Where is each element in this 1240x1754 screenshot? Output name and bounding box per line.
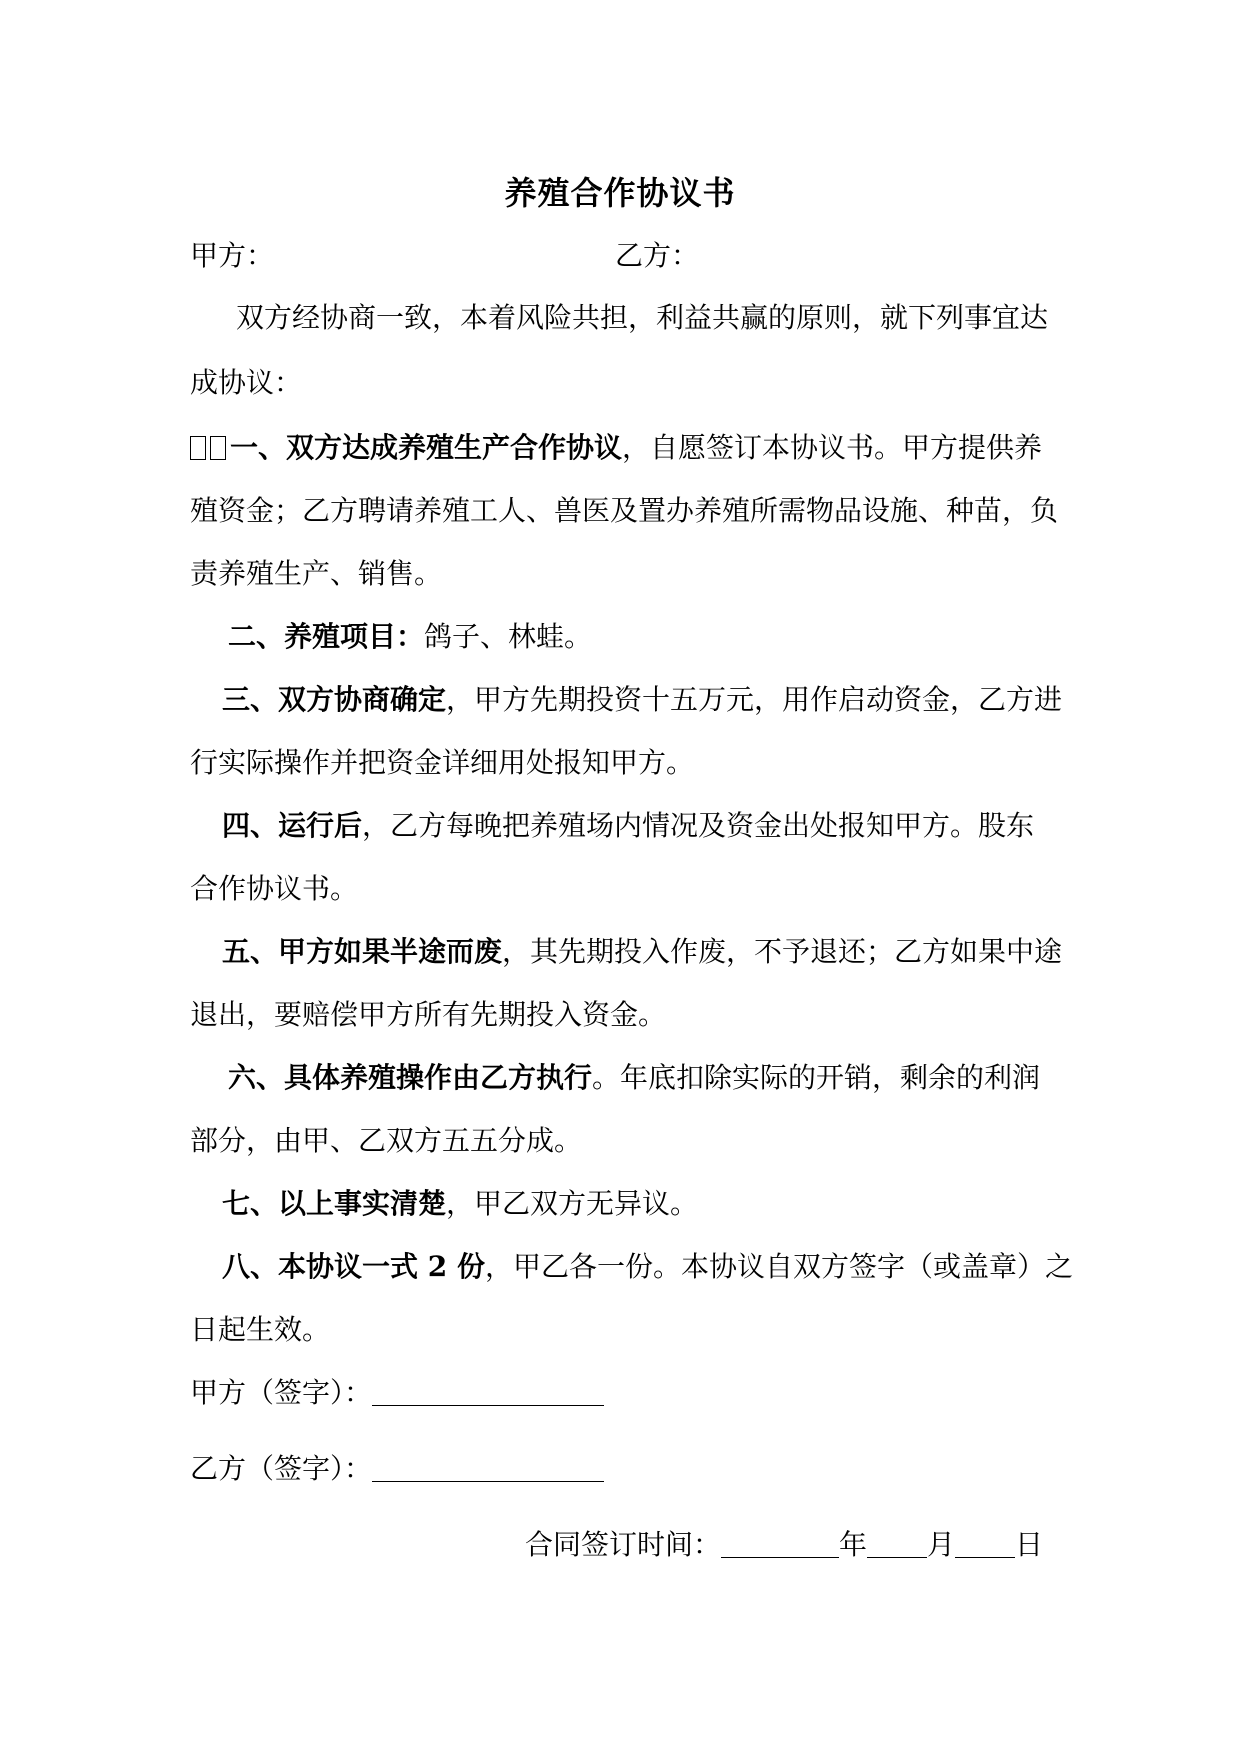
contract-date-label: 合同签订时间：	[525, 1528, 722, 1561]
clause-3-line-1	[222, 680, 1092, 720]
day-blank[interactable]	[955, 1529, 1015, 1558]
clause-7-line-1	[222, 1184, 1092, 1224]
party-a-signature-label: 甲方（签字）：	[190, 1376, 373, 1409]
year-blank[interactable]	[721, 1529, 839, 1558]
clause-5-heading: 五、甲方如果半途而废	[222, 935, 503, 968]
clause-1-line-1	[190, 428, 1060, 468]
intro-line-2: 成协议：	[190, 366, 303, 399]
clause-1-text: ，自愿签订本协议书。甲方提供养	[622, 431, 1043, 464]
clause-2-heading: 二、养殖项目：	[228, 620, 425, 653]
clause-8-text: ，甲乙各一份。本协议自双方签字（或盖章）之	[484, 1250, 1073, 1283]
clause-7-text: ，甲乙双方无异议。	[446, 1187, 699, 1220]
clause-4-text: ，乙方每晚把养殖场内情况及资金出处报知甲方。股东	[362, 809, 1035, 842]
clause-3-text: ，甲方先期投资十五万元，用作启动资金，乙方进	[446, 683, 1063, 716]
clause-7-heading: 七、以上事实清楚	[222, 1187, 447, 1220]
clause-2-line-1	[228, 617, 1098, 657]
party-a-signature-line	[190, 1373, 1060, 1413]
clause-6-line-1	[228, 1058, 1098, 1098]
clause-8-heading: 八、本协议一式 2 份	[222, 1250, 485, 1283]
clause-8-line-1	[222, 1247, 1092, 1287]
party-b-signature-blank[interactable]	[372, 1453, 604, 1482]
clause-5-line-2: 退出，要赔偿甲方所有先期投入资金。	[190, 998, 667, 1031]
clause-2-text: 鸽子、林蛙。	[424, 620, 593, 653]
clause-4-line-1	[222, 806, 1092, 846]
clause-1-line-3: 责养殖生产、销售。	[190, 557, 443, 590]
party-a-label: 甲方：	[190, 239, 275, 272]
clause-8-line-2: 日起生效。	[190, 1313, 331, 1346]
clause-4-heading: 四、运行后	[222, 809, 363, 842]
party-a-signature-blank[interactable]	[372, 1377, 604, 1406]
clause-1-heading: 一、双方达成养殖生产合作协议	[230, 431, 623, 464]
missing-glyph-box	[190, 436, 206, 460]
month-blank[interactable]	[867, 1529, 927, 1558]
clause-6-heading: 六、具体养殖操作由乙方执行	[228, 1061, 593, 1094]
year-label: 年	[839, 1528, 868, 1561]
party-b-signature-line	[190, 1449, 1060, 1489]
clause-3-line-2: 行实际操作并把资金详细用处报知甲方。	[190, 746, 695, 779]
day-label: 日	[1015, 1528, 1044, 1561]
missing-glyph-box	[210, 436, 226, 460]
clause-5-text: ，其先期投入作废，不予退还；乙方如果中途	[502, 935, 1063, 968]
clause-1-line-2: 殖资金；乙方聘请养殖工人、兽医及置办养殖所需物品设施、种苗，负	[190, 494, 1059, 527]
clause-4-line-2: 合作协议书。	[190, 872, 359, 905]
party-b-label: 乙方：	[615, 239, 700, 272]
clause-3-heading: 三、双方协商确定	[222, 683, 447, 716]
clause-5-line-1	[222, 932, 1092, 972]
party-b-signature-label: 乙方（签字）：	[190, 1452, 373, 1485]
clause-6-text: 。年底扣除实际的开销，剩余的利润	[592, 1061, 1041, 1094]
clause-6-line-2: 部分，由甲、乙双方五五分成。	[190, 1124, 583, 1157]
contract-date-line	[525, 1525, 1060, 1565]
intro-line-1: 双方经协商一致，本着风险共担，利益共赢的原则，就下列事宜达	[236, 301, 1049, 334]
month-label: 月	[927, 1528, 956, 1561]
document-title: 养殖合作协议书	[504, 174, 736, 212]
